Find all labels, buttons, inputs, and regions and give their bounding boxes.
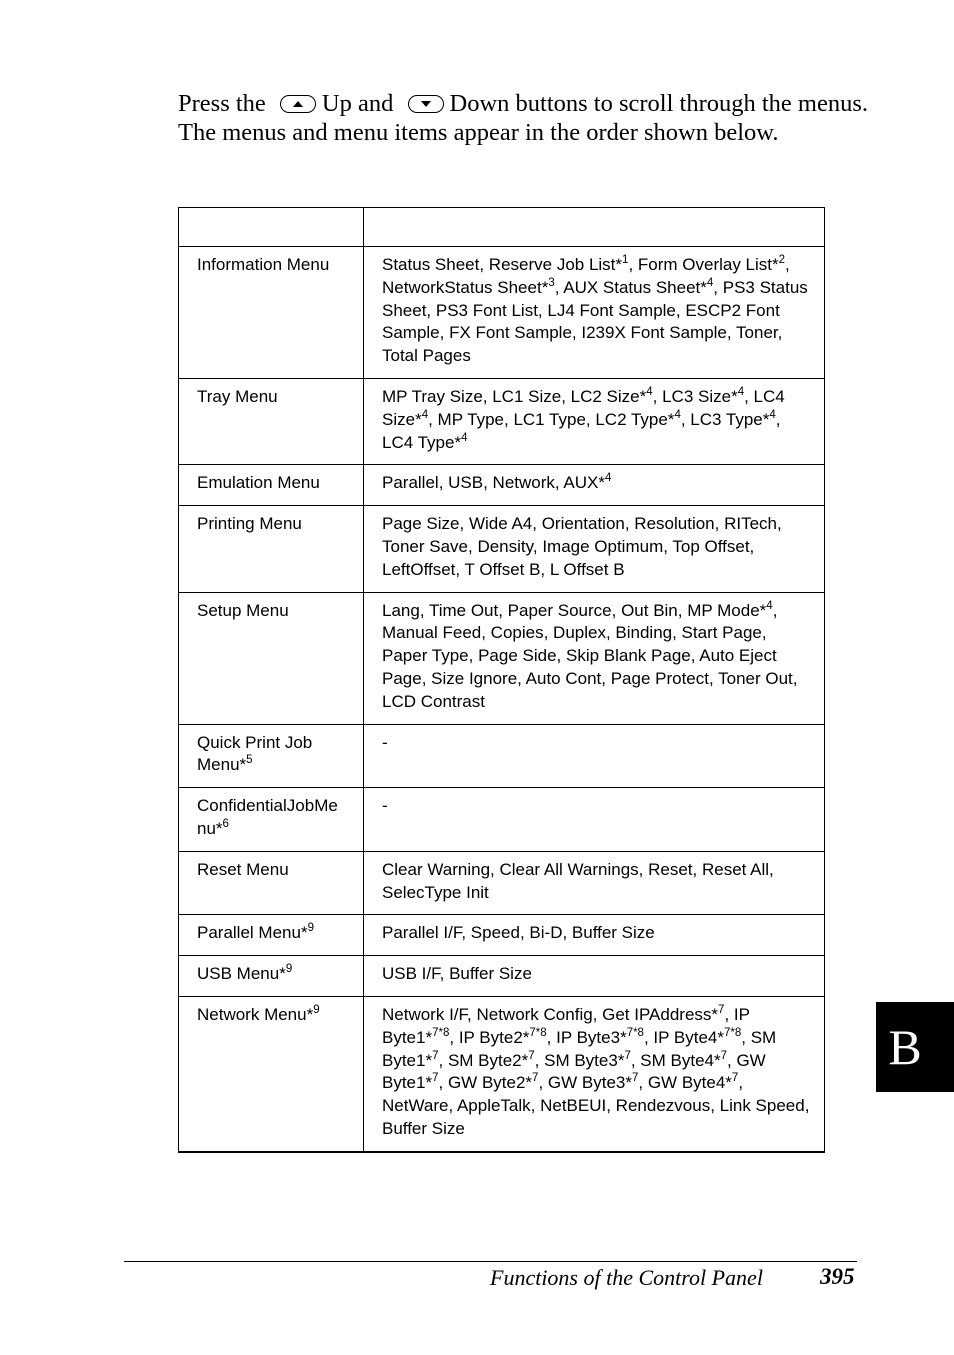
footnote-marker: 7*8	[723, 1026, 742, 1039]
menu-items-text: , IP Byte2*	[449, 1027, 530, 1047]
footnote-marker: 7	[432, 1072, 439, 1085]
menu-name-cell	[179, 506, 364, 592]
menu-items-text: , SM Byte4*	[630, 1050, 721, 1070]
table-row	[179, 915, 825, 956]
footnote-marker: 4	[766, 599, 773, 612]
menu-name-cell	[179, 788, 364, 852]
menu-items-text: , GW Byte1*	[382, 1050, 766, 1093]
menu-name-cell	[179, 996, 364, 1151]
menu-items-text: USB I/F, Buffer Size	[382, 964, 532, 984]
menu-items-text: , GW Byte3*	[538, 1073, 632, 1093]
menu-items-text: , NetworkStatus Sheet*	[382, 255, 790, 297]
menu-items-text: -	[382, 732, 388, 752]
appendix-tab-letter: B	[888, 1019, 922, 1075]
up-arrow-button-icon	[280, 95, 316, 113]
footnote-marker: 4	[737, 385, 745, 398]
menu-name: Emulation Menu	[197, 473, 320, 493]
table-row	[179, 247, 825, 379]
menu-items-text: , SM Byte3*	[534, 1050, 625, 1070]
menu-items-cell	[364, 506, 825, 592]
menu-items-text: -	[382, 796, 388, 816]
menu-items-text: , AUX Status Sheet*	[554, 277, 707, 297]
intro-paragraph	[178, 90, 868, 147]
appendix-tab	[876, 1002, 954, 1092]
menu-items-cell	[364, 788, 825, 852]
footnote-marker: 7*8	[626, 1026, 644, 1039]
menu-items-text: , LC3 Type*	[680, 409, 770, 429]
table-row	[179, 378, 825, 464]
footer-rule	[124, 1261, 857, 1262]
menu-name: Parallel Menu*	[197, 923, 308, 943]
intro-text-1: Press the	[178, 90, 266, 117]
footnote-marker: 7	[532, 1072, 539, 1085]
menu-items-text: Parallel I/F, Speed, Bi-D, Buffer Size	[382, 923, 655, 943]
down-arrow-button-icon	[408, 95, 444, 113]
menu-items-text: , NetWare, AppleTalk, NetBEUI, Rendezvous, Link Speed, Buffer Size	[382, 1073, 810, 1138]
footnote-marker: 4	[461, 431, 468, 444]
menu-items-text: , Manual Feed, Copies, Duplex, Binding, Start Page, Paper Type, Page Side, Skip Blank Page, Auto Eject Page, Size Ignore, Auto Cont, Page Protect, Toner Out, LCD Contrast	[382, 600, 798, 711]
menu-items-text: Page Size, Wide A4, Orientation, Resolution, RITech, Toner Save, Density, Image Optimum, Top Offset, LeftOffset, T Offset B, L Offset B	[382, 514, 782, 579]
menu-items-cell	[364, 465, 825, 506]
footnote-marker: 9	[307, 922, 314, 935]
intro-up-label: Up and	[321, 90, 394, 117]
menu-items-text: , GW Byte2*	[438, 1073, 533, 1093]
menu-name-cell	[179, 915, 364, 956]
footnote-marker: 9	[313, 1003, 320, 1016]
menu-items-text: , LC4 Type*	[382, 409, 781, 452]
menu-name: Tray Menu	[197, 386, 278, 406]
menu-items-text: , PS3 Status Sheet, PS3 Font List, LJ4 Font Sample, ESCP2 Font Sample, FX Font Sample, I239X Font Sample, Toner, Total Pages	[382, 277, 808, 366]
menu-items-cell	[364, 247, 825, 379]
footnote-marker: 7	[631, 1072, 639, 1085]
menu-name-cell	[179, 592, 364, 724]
table-row	[179, 851, 825, 915]
menu-items-cell	[364, 724, 825, 788]
menu-items-text: Lang, Time Out, Paper Source, Out Bin, MP Mode*	[382, 600, 767, 620]
footnote-marker: 7	[718, 1003, 725, 1016]
menu-name: Reset Menu	[197, 859, 289, 879]
menu-items-text: , Form Overlay List*	[628, 255, 779, 274]
menu-name: ConfidentialJobMe nu*	[197, 796, 338, 838]
footnote-marker: 7	[720, 1049, 728, 1062]
menu-name: Printing Menu	[197, 514, 302, 534]
footnote-marker: 3	[548, 276, 555, 289]
table-row	[179, 996, 825, 1151]
footnote-marker: 5	[246, 754, 253, 767]
footnote-marker: 7*8	[432, 1026, 450, 1039]
footnote-marker: 7	[528, 1049, 535, 1062]
footnote-marker: 4	[769, 408, 776, 421]
footnote-marker: 1	[622, 254, 629, 266]
menu-items-text: , LC3 Size*	[652, 386, 738, 406]
menu-order-table	[178, 207, 825, 1153]
menu-items-text: Parallel, USB, Network, AUX*	[382, 473, 605, 493]
menu-name: Information Menu	[197, 255, 330, 274]
menu-items-text: , IP Byte4*	[643, 1027, 724, 1047]
table-row	[179, 956, 825, 997]
menu-items-cell	[364, 378, 825, 464]
menu-name-cell	[179, 851, 364, 915]
menu-name: Network Menu*	[197, 1004, 314, 1024]
menu-name: Quick Print Job Menu*	[197, 732, 313, 775]
menu-name-cell	[179, 378, 364, 464]
menu-items-text: MP Tray Size, LC1 Size, LC2 Size*	[382, 386, 647, 406]
table-row	[179, 465, 825, 506]
footnote-marker: 4	[646, 385, 653, 398]
menu-name-cell	[179, 465, 364, 506]
menu-name-cell	[179, 956, 364, 997]
intro-down-label: Down buttons to scroll through the menus. The menus and menu items appear in the order shown below.	[178, 90, 869, 146]
menu-items-text: Network I/F, Network Config, Get IPAddress*	[382, 1004, 719, 1024]
footnote-marker: 7	[731, 1072, 739, 1085]
page-number: 395	[820, 1264, 855, 1289]
table-row	[179, 506, 825, 592]
menu-items-cell	[364, 956, 825, 997]
menu-items-text: , IP Byte1*	[382, 1004, 750, 1047]
footnote-marker: 7	[624, 1049, 631, 1062]
menu-items-text: Status Sheet, Reserve Job List*	[382, 255, 623, 274]
footnote-marker: 9	[285, 963, 293, 976]
menu-items-cell	[364, 915, 825, 956]
header-cell-menu	[179, 208, 364, 247]
table-header-row	[179, 208, 825, 247]
menu-items-cell	[364, 592, 825, 724]
menu-items-text: , IP Byte3*	[546, 1027, 627, 1047]
menu-items-text: , LC4 Size*	[382, 386, 785, 429]
footnote-marker: 4	[421, 408, 429, 421]
footnote-marker: 4	[604, 472, 612, 485]
table-row	[179, 788, 825, 852]
menu-items-cell	[364, 996, 825, 1151]
menu-name-cell	[179, 724, 364, 788]
footnote-marker: 4	[674, 408, 681, 421]
menu-items-text: Clear Warning, Clear All Warnings, Reset, Reset All, SelecType Init	[382, 859, 774, 902]
menu-items-text: , GW Byte4*	[638, 1073, 732, 1093]
menu-items-cell	[364, 851, 825, 915]
menu-name: Setup Menu	[197, 600, 289, 620]
header-cell-items	[364, 208, 825, 247]
menu-items-text: , SM Byte1*	[382, 1027, 777, 1070]
menu-items-text: , SM Byte2*	[438, 1050, 529, 1070]
table-row	[179, 724, 825, 788]
footnote-marker: 4	[706, 276, 714, 289]
footnote-marker: 7*8	[529, 1026, 547, 1039]
footer-section-title: Functions of the Control Panel	[490, 1265, 763, 1290]
menu-name: USB Menu*	[197, 964, 286, 984]
footnote-marker: 6	[222, 817, 229, 830]
menu-name-cell	[179, 247, 364, 379]
table-row	[179, 592, 825, 724]
menu-items-text: , MP Type, LC1 Type, LC2 Type*	[428, 409, 675, 429]
footnote-marker: 2	[778, 254, 786, 266]
footnote-marker: 7	[432, 1049, 439, 1062]
